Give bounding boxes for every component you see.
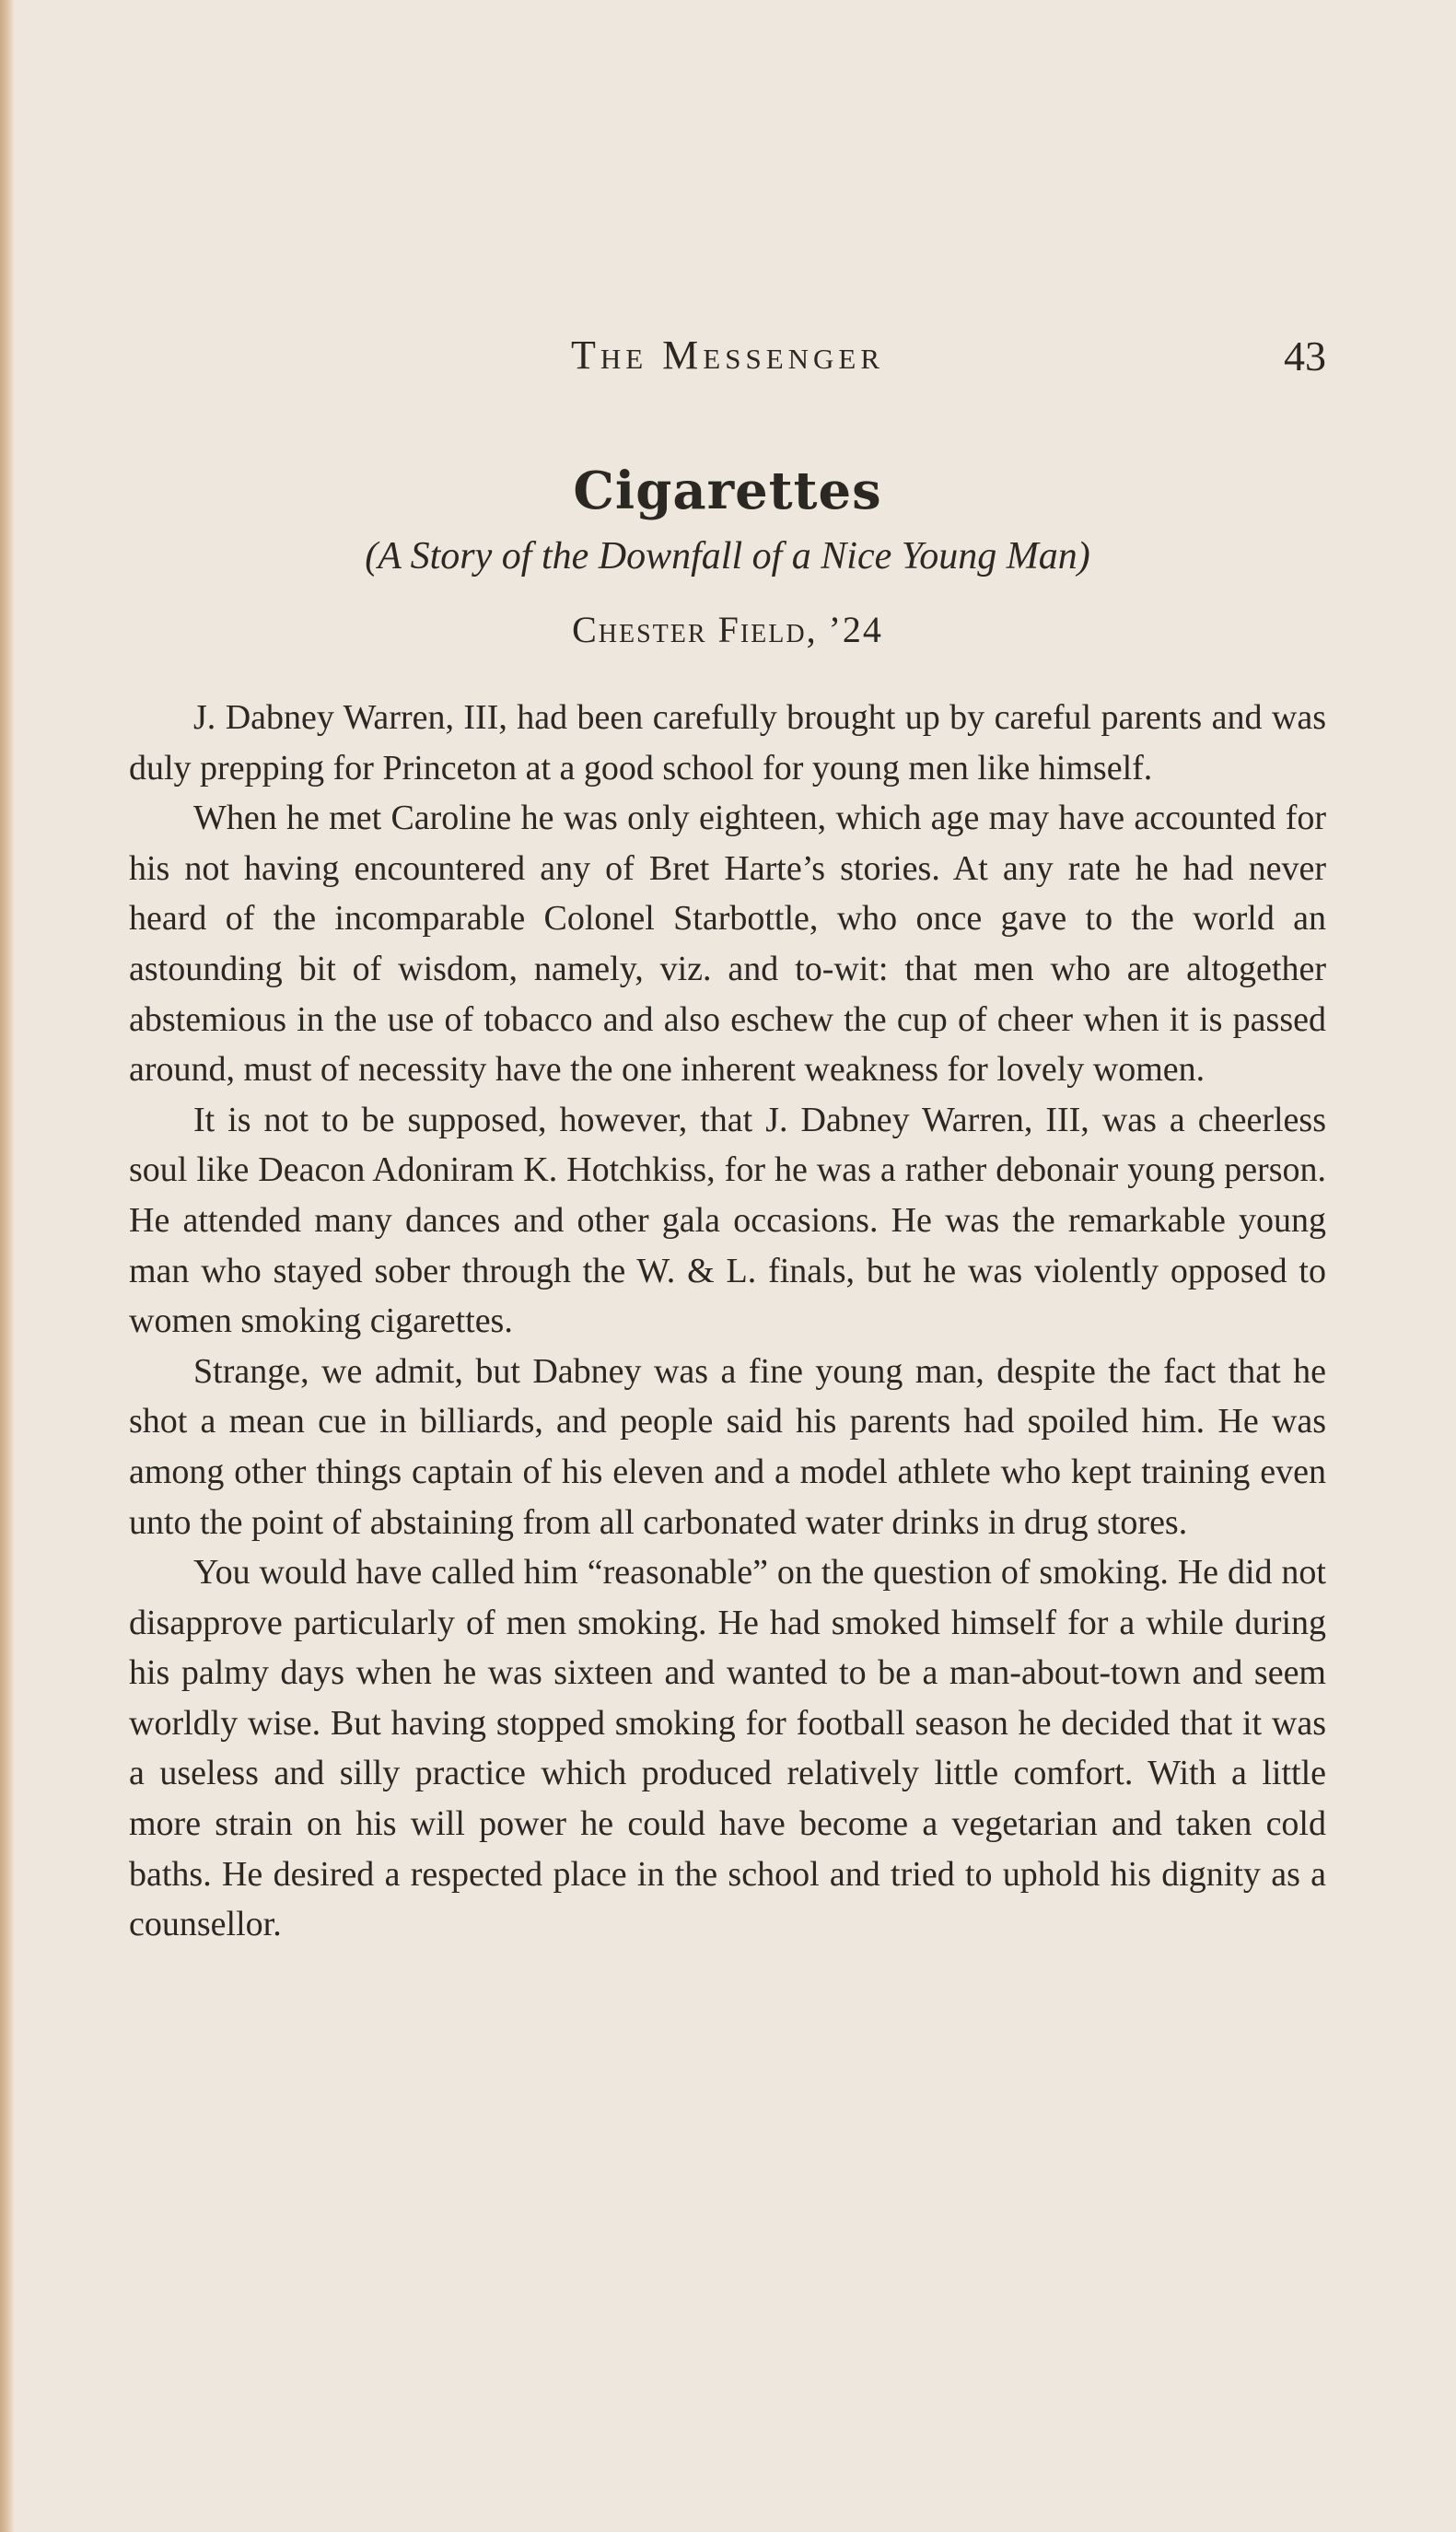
article-byline: Chester Field, ’24: [572, 609, 883, 650]
page-number: 43: [1284, 333, 1326, 379]
page-edge: [0, 0, 15, 2532]
article-title: Cigarettes: [573, 461, 882, 521]
paragraph: Strange, we admit, but Dabney was a fine young man, despite the fact that he shot a mean cue in billiards, and people said his parents had spoiled him. He was among other things captain of his eleven and a model athlete who kept training even unto the point of abstaining from all carbonated water drinks in drug stores.: [129, 1351, 1326, 1542]
paragraph: You would have called him “reasonable” on the question of smoking. He did not disapprove particularly of men smoking. He had smoked himself for a while during his palmy days when he was sixteen and wanted to be a man-about-town and seem worldly wise. But having stopped smoking for football season he decided that it was a useless and silly practice which produced relatively little comfort. With a little more strain on his will power he could have become a vegetarian and taken cold baths. He desired a respected place in the school and tried to uphold his dignity as a counsellor.: [129, 1553, 1326, 1944]
article-body: [129, 693, 1326, 1950]
paragraph: J. Dabney Warren, III, had been carefully brought up by careful parents and was duly prepping for Princeton at a good school for young men like himself.: [129, 698, 1326, 788]
journal-name: The Messenger: [570, 333, 885, 378]
running-header: [129, 332, 1326, 396]
article-subtitle: (A Story of the Downfall of a Nice Young Man): [365, 535, 1090, 578]
paragraph: When he met Caroline he was only eighteen, which age may have accounted for his not having encountered any of Bret Harte’s stories. At any rate he had never heard of the incomparable Colonel Starbottle, who once gave to the world an astounding bit of wisdom, namely, viz. and to-wit: that men who are altogether abstemious in the use of tobacco and also eschew the cup of cheer when it is passed around, must of necessity have the one inherent weakness for lovely women.: [129, 799, 1326, 1090]
paragraph: It is not to be supposed, however, that J. Dabney Warren, III, was a cheerless soul like Deacon Adoniram K. Hotchkiss, for he was a rather debonair young person. He attended many dances and other gala occasions. He was the remarkable young man who stayed sober through the W. & L. finals, but he was violently opposed to women smoking cigarettes.: [129, 1100, 1326, 1341]
